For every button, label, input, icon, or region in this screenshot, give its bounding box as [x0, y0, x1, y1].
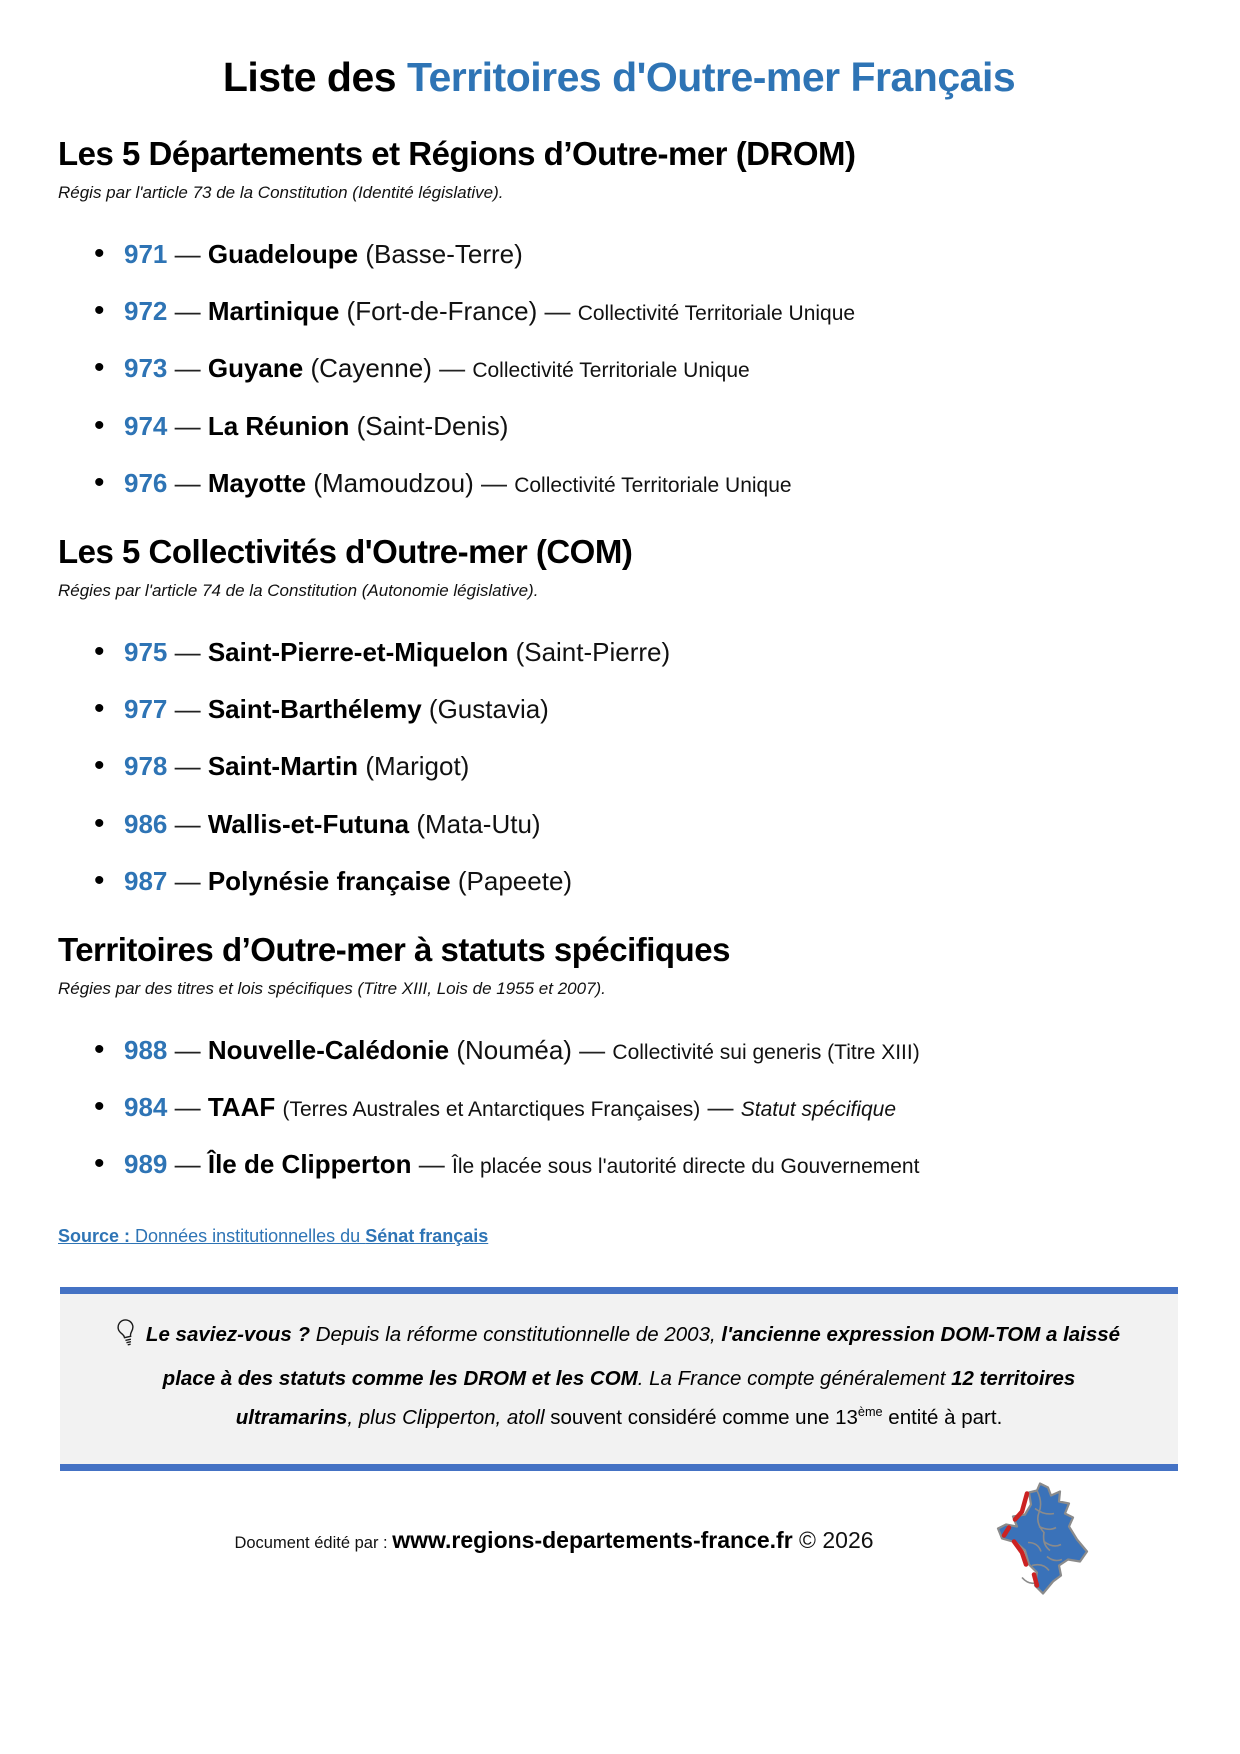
section-subtitle: Régies par des titres et lois spécifiques (Titre XIII, Lois de 1955 et 2007).: [58, 978, 606, 998]
source-middle: Données institutionnelles du: [130, 1226, 366, 1247]
territory-item: [94, 468, 1180, 499]
territory-item: [94, 751, 1180, 782]
territory-name: Guadeloupe: [207, 239, 359, 269]
territory-capital: (Papeete): [457, 865, 573, 896]
dash: —: [167, 410, 208, 441]
source-link[interactable]: [58, 1226, 488, 1246]
territory-list: [58, 637, 1180, 897]
dash: —: [167, 1034, 208, 1065]
dash: —: [431, 353, 473, 384]
territory-code: 973: [124, 353, 168, 384]
section: [58, 135, 1180, 499]
dash: —: [537, 296, 578, 327]
territory-code: 974: [124, 410, 168, 441]
territory-capital: (Fort-de-France): [346, 296, 538, 327]
territory-name: Polynésie française: [207, 865, 451, 896]
territory-item: [94, 353, 1180, 384]
territory-item: [94, 866, 1180, 897]
bullet-icon: [94, 694, 124, 725]
dash: —: [167, 239, 208, 269]
territory-name: Mayotte: [207, 467, 307, 498]
infobox-run: Le saviez-vous ?: [145, 1323, 316, 1347]
territory-list: [58, 1035, 1180, 1181]
territory-note: Collectivité Territoriale Unique: [577, 302, 856, 326]
territory-name: Nouvelle-Calédonie: [207, 1034, 450, 1065]
bullet-icon: [94, 1035, 124, 1066]
section-subtitle: Régies par l'article 74 de la Constitution (Autonomie législative).: [58, 580, 539, 600]
dash: —: [167, 808, 208, 839]
france-departments-map-icon: [996, 1473, 1092, 1611]
territory-capital: (Mata-Utu): [416, 808, 541, 839]
dash: —: [167, 296, 208, 327]
footer-copyright: © 2026: [792, 1527, 874, 1554]
bullet-icon: [94, 637, 124, 668]
territory-item: [94, 1035, 1180, 1066]
territory-code: 984: [124, 1092, 168, 1123]
territory-code: 972: [124, 296, 168, 327]
bullet-icon: [94, 468, 124, 499]
territory-name: Saint-Pierre-et-Miquelon: [207, 636, 509, 667]
territory-name: Martinique: [207, 296, 340, 327]
page-title: [58, 54, 1180, 101]
territory-item: [94, 239, 1180, 270]
bullet-icon: [94, 411, 124, 442]
territory-code: 987: [124, 865, 168, 896]
infobox-run: ème: [857, 1404, 883, 1420]
dash: —: [167, 694, 208, 725]
territory-name: Saint-Martin: [207, 751, 359, 782]
section-subtitle: Régis par l'article 73 de la Constitution (Identité législative).: [58, 183, 504, 202]
territory-code: 988: [124, 1034, 168, 1065]
territory-code: 975: [124, 636, 168, 667]
infobox-run: entité à part.: [882, 1406, 1003, 1430]
dash: —: [167, 636, 208, 667]
territory-code: 971: [124, 239, 168, 269]
territory-item: [94, 694, 1180, 725]
dash: —: [571, 1034, 613, 1065]
infobox-run: . La France compte généralement: [637, 1367, 952, 1391]
territory-capital: (Saint-Pierre): [515, 636, 671, 667]
dash: —: [167, 1149, 208, 1180]
title-prefix: Liste des: [222, 54, 407, 100]
territory-note: Collectivité Territoriale Unique: [514, 473, 792, 497]
territory-code: 976: [124, 467, 168, 498]
section-heading: Les 5 Départements et Régions d’Outre-mer (DROM): [58, 135, 856, 172]
territory-name: Saint-Barthélemy: [207, 694, 422, 725]
territory-code: 986: [124, 808, 168, 839]
territory-note: Collectivité Territoriale Unique: [472, 359, 750, 383]
section-heading: Territoires d’Outre-mer à statuts spécifiques: [58, 930, 730, 968]
bullet-icon: [94, 1092, 124, 1123]
infobox-run: souvent considéré comme une 13: [550, 1406, 858, 1430]
did-you-know-text: [146, 1323, 1120, 1429]
territory-capital: (Gustavia): [428, 694, 549, 725]
footer-website: www.regions-departements-france.fr: [392, 1527, 793, 1554]
territory-capital: (Saint-Denis): [356, 410, 509, 441]
bullet-icon: [94, 296, 124, 327]
section: [58, 931, 1180, 1181]
territory-code: 977: [124, 694, 168, 725]
bullet-icon: [94, 353, 124, 384]
territory-name: La Réunion: [207, 410, 350, 441]
territory-name: Guyane: [207, 353, 304, 384]
territory-item: [94, 411, 1180, 442]
bullet-icon: [94, 1149, 124, 1180]
territory-capital: (Nouméa): [456, 1034, 572, 1065]
dash: —: [167, 1092, 208, 1123]
title-highlight: Territoires d'Outre-mer Français: [406, 54, 1016, 100]
dash: —: [167, 751, 208, 782]
section-heading: Les 5 Collectivités d'Outre-mer (COM): [58, 532, 633, 570]
source-label: Source :: [58, 1226, 131, 1247]
territory-note: Collectivité sui generis (Titre XIII): [612, 1040, 920, 1064]
source-strong: Sénat français: [365, 1226, 489, 1247]
territory-item: [94, 1092, 1180, 1123]
territory-capital: (Cayenne): [310, 353, 432, 384]
territory-name: Île de Clipperton: [207, 1149, 412, 1180]
section: [58, 533, 1180, 897]
infobox-run: 12 territoires ultramarins: [235, 1367, 1076, 1430]
territory-name: Wallis-et-Futuna: [207, 808, 410, 839]
infobox-run: Depuis la réforme constitutionnelle de 2003,: [315, 1323, 722, 1347]
infobox-run: l'ancienne expression DOM-TOM a laissé place à des statuts comme les DROM et les COM: [162, 1323, 1121, 1391]
sections-container: [58, 135, 1180, 1180]
dash: —: [473, 467, 515, 498]
dash: —: [411, 1149, 452, 1180]
territory-item: [94, 637, 1180, 668]
did-you-know-box: [60, 1287, 1178, 1471]
territory-code: 989: [124, 1149, 168, 1180]
bullet-icon: [94, 239, 124, 270]
footer: [58, 1485, 1180, 1650]
territory-note: Statut spécifique: [740, 1098, 897, 1122]
territory-capital: (Terres Australes et Antarctiques Françaises): [282, 1098, 701, 1122]
territory-item: [94, 1149, 1180, 1180]
bullet-icon: [94, 751, 124, 782]
dash: —: [167, 467, 208, 498]
bullet-icon: [94, 809, 124, 840]
source-line: [58, 1226, 1180, 1247]
footer-prefix: Document édité par :: [234, 1534, 393, 1553]
dash: —: [167, 865, 208, 896]
dash: —: [700, 1092, 741, 1123]
territory-list: [58, 239, 1180, 499]
bullet-icon: [94, 866, 124, 897]
territory-capital: (Basse-Terre): [365, 239, 523, 269]
infobox-run: , plus Clipperton, atoll: [347, 1406, 551, 1430]
territory-item: [94, 809, 1180, 840]
lightbulb-icon: [114, 1317, 142, 1362]
dash: —: [167, 353, 208, 384]
territory-name: TAAF: [207, 1092, 276, 1123]
territory-capital: (Mamoudzou): [313, 467, 474, 498]
territory-code: 978: [124, 751, 168, 782]
territory-capital: (Marigot): [365, 751, 470, 782]
territory-note: Île placée sous l'autorité directe du Gouvernement: [451, 1155, 920, 1179]
territory-item: [94, 296, 1180, 327]
